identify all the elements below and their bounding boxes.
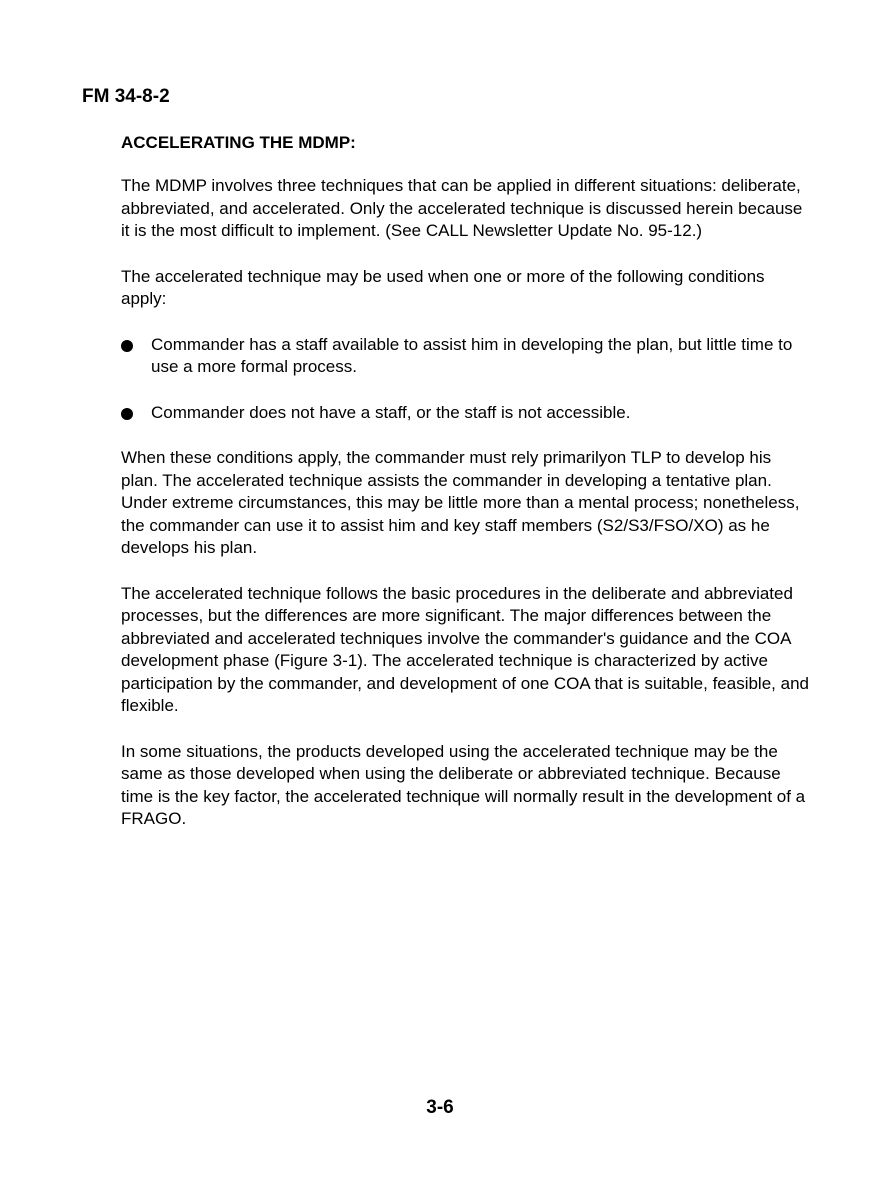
conditions-lead-paragraph: The accelerated technique may be used when one or more of the following conditions apply: <box>121 266 765 308</box>
manual-id: FM 34-8-2 <box>82 86 170 107</box>
procedures-paragraph: The accelerated technique follows the basic procedures in the deliberate and abbreviated processes, but the differences are more significant. The major differences between the abbreviated and accelerated techniques involve the commander's guidance and the COA development phase (Figure 3-1). The accelerated technique is characterized by active participation by the commander, and development of one COA that is suitable, feasible, and flexible. <box>121 583 809 715</box>
list-item-text: Commander has a staff available to assist him in developing the plan, but little time to use a more formal process. <box>151 334 793 376</box>
tlp-paragraph: When these conditions apply, the commander must rely primarilyon TLP to develop his plan. The accelerated technique assists the commander in developing a tentative plan. Under extreme circumstances, this may be little more than a mental process; nonetheless, the commander can use it to assist him and key staff members (S2/S3/FSO/XO) as he develops his plan. <box>121 448 800 557</box>
bullet-icon <box>121 408 133 420</box>
list-item <box>121 334 811 379</box>
bullet-icon <box>121 340 133 352</box>
intro-paragraph: The MDMP involves three techniques that can be applied in different situations: deliberate, abbreviated, and accelerated. Only the accelerated technique is discussed herein because it is the most difficult to implement. (See CALL Newsletter Update No. 95-12.) <box>121 176 803 240</box>
products-paragraph: In some situations, the products developed using the accelerated technique may be the same as those developed when using the deliberate or abbreviated technique. Because time is the key factor, the accelerated technique will normally result in the development of a FRAGO. <box>121 741 806 828</box>
section-body <box>121 132 811 854</box>
conditions-list <box>121 334 811 425</box>
section-title: ACCELERATING THE MDMP: <box>121 133 356 152</box>
list-item <box>121 402 811 425</box>
list-item-text: Commander does not have a staff, or the staff is not accessible. <box>151 402 631 422</box>
page-number: 3-6 <box>426 1097 454 1118</box>
